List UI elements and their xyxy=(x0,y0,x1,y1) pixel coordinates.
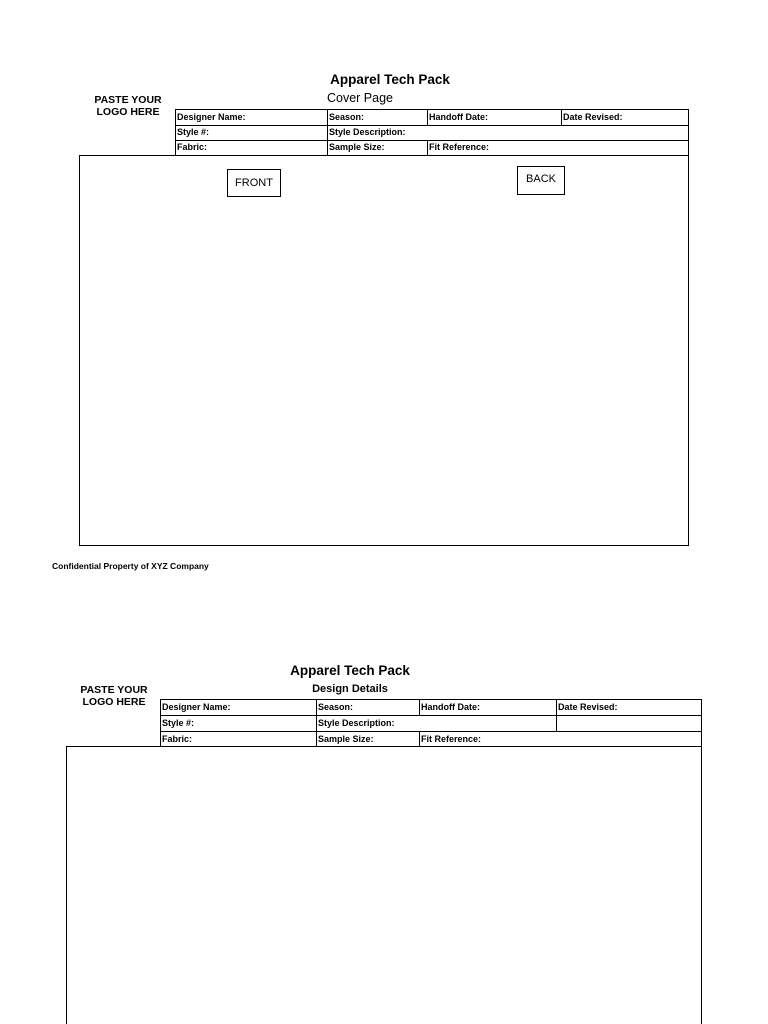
logo-placeholder-line2: LOGO HERE xyxy=(82,696,146,708)
design-details-area[interactable] xyxy=(66,746,702,1024)
logo-placeholder[interactable] xyxy=(74,684,154,708)
fit-reference-field[interactable]: Fit Reference: xyxy=(421,734,482,744)
season-field[interactable]: Season: xyxy=(329,112,365,122)
date-revised-field[interactable]: Date Revised: xyxy=(563,112,623,122)
back-label: BACK xyxy=(517,166,565,195)
confidential-footer: Confidential Property of XYZ Company xyxy=(52,561,209,571)
style-description-field[interactable]: Style Description: xyxy=(318,718,395,728)
designer-name-field[interactable]: Designer Name: xyxy=(177,112,246,122)
style-number-field[interactable]: Style #: xyxy=(162,718,195,728)
fit-reference-field[interactable]: Fit Reference: xyxy=(429,142,490,152)
handoff-date-field[interactable]: Handoff Date: xyxy=(421,702,480,712)
style-description-field[interactable]: Style Description: xyxy=(329,127,406,137)
front-label: FRONT xyxy=(227,169,281,197)
fabric-field[interactable]: Fabric: xyxy=(177,142,208,152)
logo-placeholder-line2: LOGO HERE xyxy=(96,106,160,118)
designer-name-field[interactable]: Designer Name: xyxy=(162,702,231,712)
sample-size-field[interactable]: Sample Size: xyxy=(329,142,385,152)
sample-size-field[interactable]: Sample Size: xyxy=(318,734,374,744)
logo-placeholder[interactable] xyxy=(88,94,168,118)
page-subtitle: Cover Page xyxy=(326,91,393,105)
logo-placeholder-line1: PASTE YOUR xyxy=(94,94,162,106)
page-title: Apparel Tech Pack xyxy=(330,72,450,87)
page-title: Apparel Tech Pack xyxy=(290,663,410,678)
logo-placeholder-line1: PASTE YOUR xyxy=(80,684,148,696)
sketch-area[interactable] xyxy=(79,155,689,546)
fabric-field[interactable]: Fabric: xyxy=(162,734,193,744)
handoff-date-field[interactable]: Handoff Date: xyxy=(429,112,488,122)
season-field[interactable]: Season: xyxy=(318,702,354,712)
date-revised-field[interactable]: Date Revised: xyxy=(558,702,618,712)
style-number-field[interactable]: Style #: xyxy=(177,127,210,137)
page-subtitle: Design Details xyxy=(312,683,388,695)
